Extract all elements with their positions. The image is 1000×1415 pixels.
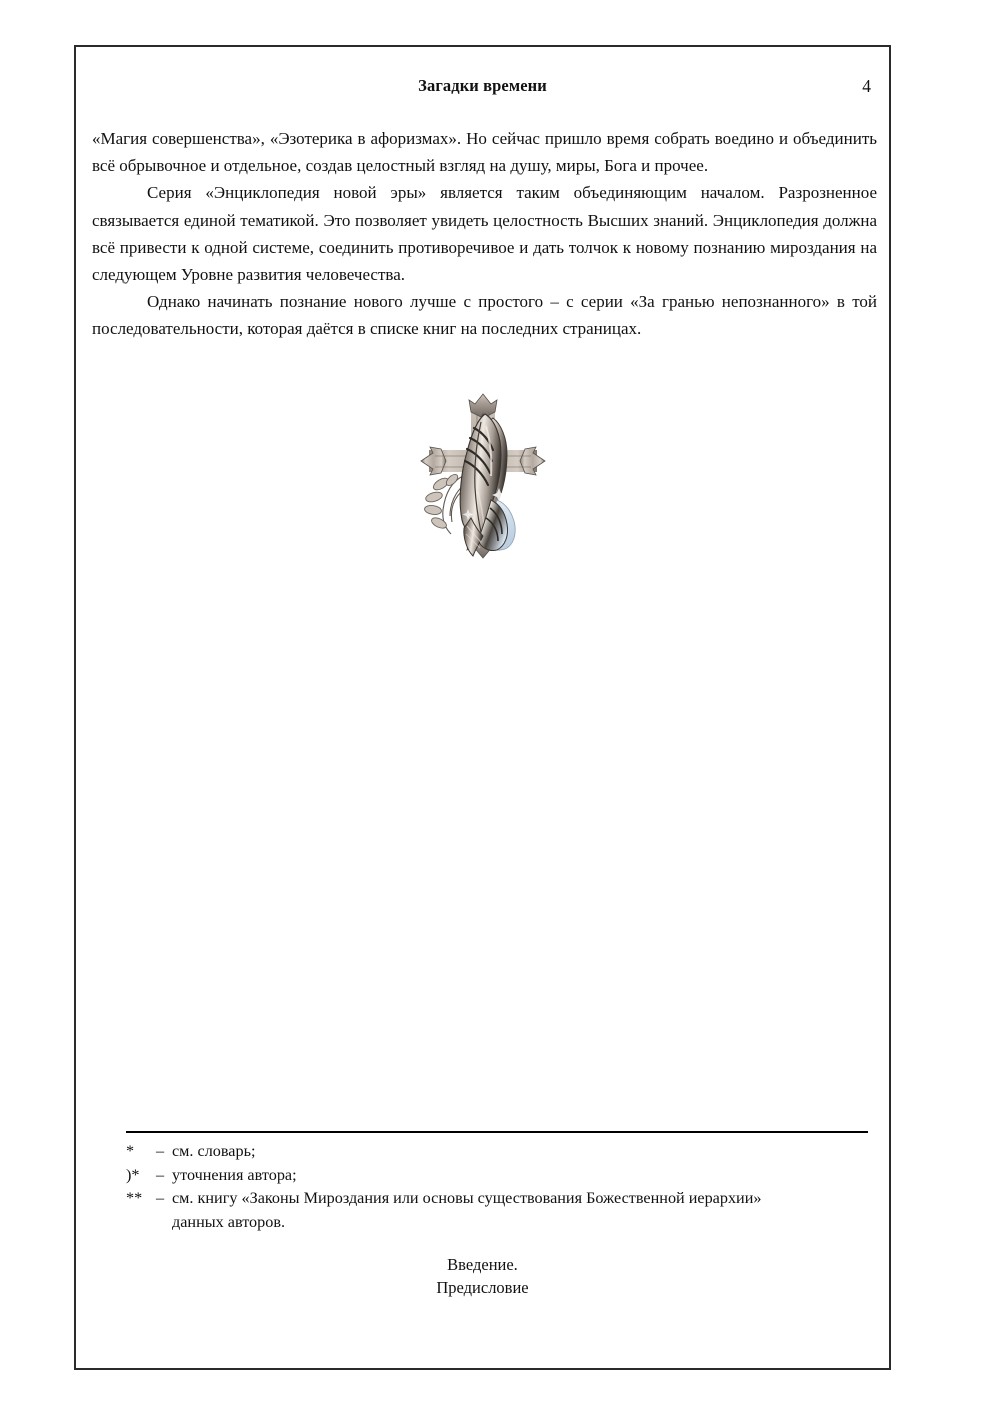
caption-line-2: Предисловие <box>436 1278 529 1297</box>
footnote-separator-rule <box>126 1131 868 1133</box>
footnote-dash: – <box>156 1189 165 1207</box>
footnote-entry <box>126 1187 868 1211</box>
body-text-block <box>92 125 877 343</box>
footnote-dash: – <box>156 1142 165 1160</box>
footnote-area <box>126 1131 868 1234</box>
footnote-marker: ** <box>126 1189 143 1207</box>
footnote-entry <box>126 1164 868 1188</box>
caption-line-1: Введение. <box>447 1255 518 1274</box>
footnote-marker: )* <box>126 1165 140 1184</box>
page-sheet <box>74 45 891 1370</box>
paragraph: Однако начинать познание нового лучше с простого – с серии «За гранью непознанного» в той последовательности, которая даётся в списке книг на последних страницах. <box>92 292 877 339</box>
footnote-marker: * <box>126 1142 135 1160</box>
footnote-text: см. книгу «Законы Мироздания или основы существования Божественной иерархии» <box>172 1189 762 1207</box>
bottom-caption <box>76 1253 889 1299</box>
illustration-container <box>76 392 889 565</box>
footnote-continuation: данных авторов. <box>172 1212 286 1231</box>
page-number: 4 <box>862 76 871 96</box>
paragraph: «Магия совершенства», «Эзотерика в афоризмах». Но сейчас пришло время собрать воедино и объединить всё обрывочное и отдельное, создав целостный взгляд на душу, миры, Бога и прочее. <box>92 129 877 176</box>
footnote-dash: – <box>156 1165 165 1184</box>
praying-hands-over-cross-icon <box>419 392 547 560</box>
page-inner <box>76 47 889 1368</box>
footnote-entry <box>126 1140 868 1164</box>
footnote-text: уточнения автора; <box>172 1165 297 1184</box>
page-title: Загадки времени <box>418 76 547 95</box>
paragraph: Серия «Энциклопедия новой эры» является таким объединяющим началом. Разрозненное связывается единой тематикой. Это позволяет увидеть целостность Высших знаний. Энциклопедия должна всё привести к одной системе, соединить противоречивое и дать толчок к новому познанию мироздания на следующем Уровне развития человечества. <box>92 183 877 285</box>
running-head <box>76 73 889 99</box>
footnote-text: см. словарь; <box>172 1142 256 1160</box>
